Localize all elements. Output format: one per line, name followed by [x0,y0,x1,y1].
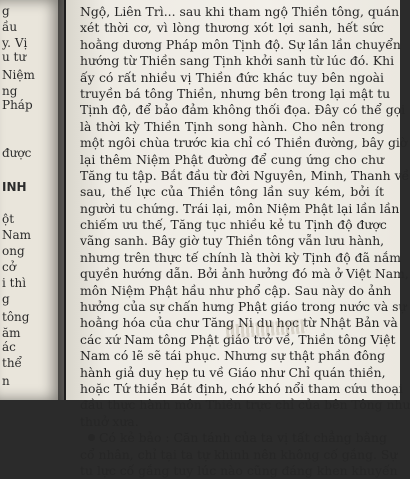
paragraph-line: Nam có lẽ sẽ tái phục. Nhưng sự thật phần đông [80,348,386,364]
bullet-paragraph-first-line [80,430,387,446]
paragraph-line: hướng từ Thiền sang Tịnh khởi sanh từ lúc đó. Khi [80,53,395,69]
paragraph-line: các xứ Nam tông Phật giáo trở về, Thiền tông Việt [80,331,396,347]
paragraph-line: vãng sanh. Bây giờ tuy Thiền tông vẫn lưu hành, [80,233,385,249]
left-page-text-fragment: ong [2,244,25,258]
left-page-text-fragment: ầu [2,20,18,34]
left-page-text-fragment: được [2,146,32,160]
left-page-text-fragment: cở [2,260,16,274]
paragraph-line: truyền bá tông Thiền, nhưng bên trong lại mật tu [80,85,391,101]
paragraph-line: là thời kỳ Thiền Tịnh song hành. Cho nên trong [80,118,384,134]
paragraph-line: người tu chứng. Trái lại, môn Niệm Phật lại lần lần [80,200,400,216]
paragraph-line: thuở xưa. [80,413,139,429]
paragraph-line: quyền hướng dẫn. Bởi ảnh hưởng đó mà ở Việt Nam, [80,266,409,282]
left-page-text-fragment: tông [2,310,30,324]
right-page [66,0,410,478]
main-text [80,4,410,479]
paragraph-line: một ngôi chùa trước kia chỉ có Thiền đường, bây giờ [80,135,408,151]
left-page-text-fragment: Niệm [2,68,35,82]
left-page-text-fragment: n [2,374,10,388]
paragraph-line: sau, thế lực của Thiền tông lần suy kém, bởi ít [80,184,384,200]
bullet-text: Có kẻ bảo : Căn tánh của ta vị tất chẳng bằng [99,430,387,446]
bullet-dot-icon [88,434,95,441]
paragraph-line: hoằng dương Pháp môn Tịnh độ. Sự lần lần chuyển [80,36,401,52]
paragraph-line: xét thời cơ, vì lòng thương xót lợi sanh, hết sức [80,20,384,36]
bullet-paragraph-line: tu lực cố gắng tuy lúc nào cũng đáng khen khuyến [80,462,398,478]
left-page [0,0,64,400]
paragraph-line: nhưng trên thực tế chính là thời kỳ Tịnh độ đã nắm [80,249,401,265]
left-page-text-fragment: ác [2,340,16,354]
paragraph-line: môn Niệm Phật hầu như phổ cập. Sau này do ảnh [80,282,392,298]
left-page-text-fragment: thể [2,356,22,370]
left-page-text-fragment: ột [2,212,15,226]
paragraph-line: lại thêm Niệm Phật đường để cung ứng cho chư [80,151,384,167]
left-page-text-fragment: Pháp [2,98,33,112]
paragraph-line: hành giả duy hẹp tu về Giáo như Chỉ quán thiền, [80,364,386,380]
paragraph-line: đầu thực hành môn Thiền trực chỉ của bên Tông như [80,397,410,413]
paragraph-line: chiếm ưu thế, Tăng tục nhiều kẻ tu Tịnh độ được [80,217,387,233]
paragraph-line: hưởng của sự chấn hưng Phật giáo trong nước và sự [80,299,407,315]
left-page-text-fragment: i thì [2,276,27,290]
left-page-text-fragment: ng [2,84,18,98]
left-page-text-fragment: y. Vị [2,36,28,50]
left-page-heading-fragment: INH [2,180,27,194]
left-page-text-fragment: ăm [2,326,21,340]
paragraph-line: hoặc Tứ thiền Bát định, chớ khó nổi tham cứu thoại [80,380,403,396]
paragraph-line: ấy có rất nhiều vị Thiền đức khác tuy bên ngoài [80,69,384,85]
paragraph-line: Tăng tu tập. Bắt đầu từ đời Nguyên, Minh, Thanh về [80,167,410,183]
left-page-text-fragment: u tư [2,50,27,64]
left-page-text-fragment: g [2,292,10,306]
paragraph-line: Ngộ, Liên Trì... sau khi tham ngộ Thiền tông, quán [80,4,400,19]
left-page-text-fragment: Nam [2,228,32,242]
paragraph-line: hoằng hóa của chư Tăng Ni du học từ Nhật Bản và [80,315,398,331]
paragraph-line: Tịnh độ, để bảo đảm không thối đọa. Đây có thể gọi [80,102,406,118]
bullet-paragraph-line: cổ nhân, chỉ tại ta tự khinh nên không cố gắng. Sự [80,446,398,462]
left-page-text-fragment: g [2,4,10,18]
